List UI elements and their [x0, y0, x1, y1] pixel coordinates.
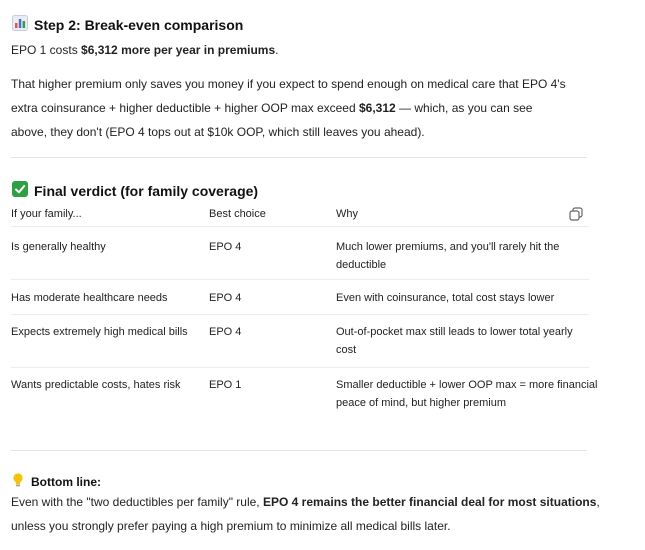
- verdict-title: Final verdict (for family coverage): [34, 182, 259, 199]
- step2-heading: [12, 15, 243, 34]
- column-header-why: Why: [336, 208, 358, 220]
- table-row: [11, 280, 589, 314]
- section-divider: [11, 450, 587, 451]
- premium-suffix: .: [275, 43, 279, 57]
- paragraph-bold: $6,312: [358, 101, 396, 115]
- row-family: Wants predictable costs, hates risk: [11, 379, 181, 391]
- section-divider: [11, 157, 587, 158]
- paragraph-part1: That higher premium only saves you money if you expect to spend enough on medical care that EPO 4's extra coinsurance + higher deductible + higher OOP max exceed: [11, 77, 566, 115]
- light-bulb-icon: [11, 472, 25, 491]
- row-why: Smaller deductible + lower OOP max = more financial peace of mind, but higher premium: [336, 379, 598, 409]
- row-why: Out-of-pocket max still leads to lower total yearly cost: [336, 326, 573, 356]
- column-header-family: If your family...: [11, 208, 82, 220]
- break-even-paragraph: [11, 72, 571, 144]
- row-family: Is generally healthy: [11, 241, 106, 253]
- row-choice: EPO 4: [209, 241, 242, 253]
- row-why: Much lower premiums, and you'll rarely hit the deductible: [336, 241, 560, 271]
- table-row: [11, 315, 589, 367]
- paragraph-part2: — which, as you can see above, they don't (EPO 4 tops out at $10k OOP, which still leaves you ahead).: [11, 101, 533, 139]
- table-header: [11, 206, 589, 226]
- row-family: Expects extremely high medical bills: [11, 326, 188, 338]
- bottom-text-part2: , unless you strongly prefer paying a high premium to minimize all medical bills later.: [11, 495, 600, 533]
- bar-chart-icon: [12, 15, 28, 34]
- row-choice: EPO 4: [209, 292, 242, 304]
- bottom-text-bold: EPO 4 remains the better financial deal for most situations: [262, 495, 597, 509]
- premium-amount: $6,312 more per year in premiums: [81, 43, 276, 57]
- step2-title: Step 2: Break-even comparison: [34, 16, 244, 33]
- row-choice: EPO 4: [209, 326, 242, 338]
- bottom-text-part1: Even with the "two deductibles per family" rule,: [11, 495, 263, 509]
- row-choice: EPO 1: [209, 379, 242, 391]
- bottom-line-title: Bottom line:: [31, 474, 101, 489]
- column-header-choice: Best choice: [209, 208, 266, 220]
- copy-icon[interactable]: [569, 207, 583, 226]
- table-row: [11, 368, 598, 420]
- premium-difference-text: [11, 38, 278, 62]
- verdict-table: [11, 206, 598, 420]
- bottom-line-text: [11, 490, 611, 538]
- table-row: [11, 227, 589, 279]
- verdict-heading: [12, 181, 258, 200]
- premium-prefix: EPO 1 costs: [11, 43, 82, 57]
- check-mark-icon: [12, 181, 28, 200]
- bottom-line-heading: [11, 472, 101, 491]
- row-why: Even with coinsurance, total cost stays lower: [336, 292, 555, 304]
- row-family: Has moderate healthcare needs: [11, 292, 168, 304]
